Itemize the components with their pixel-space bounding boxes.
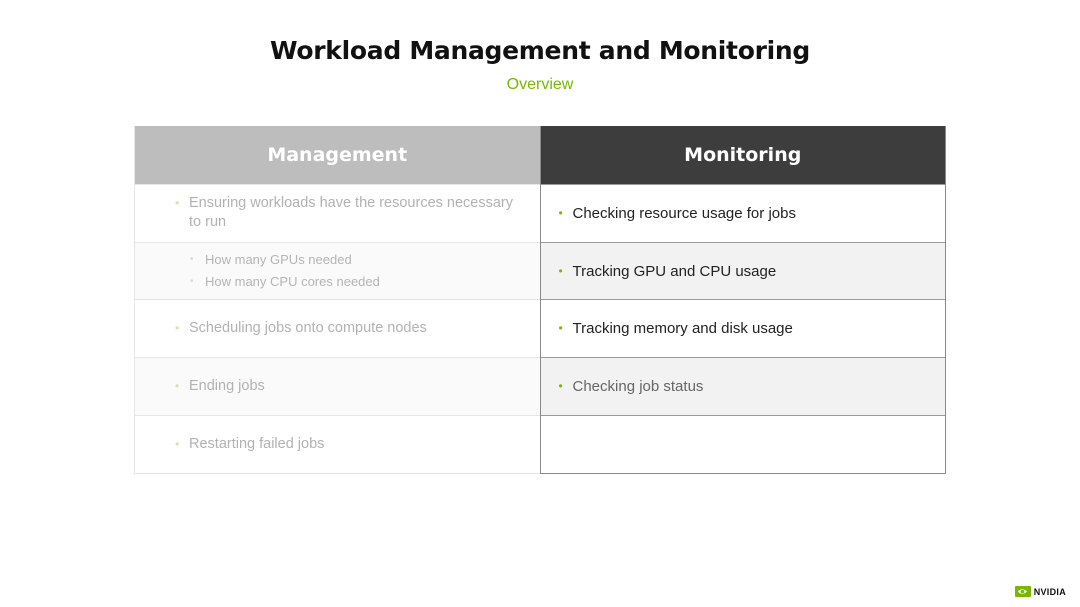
- management-row-text: Ensuring workloads have the resources necessary to run: [189, 195, 513, 231]
- monitoring-row-text: Tracking memory and disk usage: [572, 320, 793, 338]
- nvidia-logo-text: NVIDIA: [1033, 586, 1066, 597]
- bullet-item: [175, 319, 520, 338]
- management-subitem-text: How many GPUs needed: [205, 252, 352, 268]
- slide-title: Workload Management and Monitoring: [270, 36, 810, 65]
- sub-bullet-icon: •: [190, 254, 194, 266]
- monitoring-column: [540, 126, 947, 474]
- management-row: [135, 299, 540, 357]
- bullet-icon: •: [175, 196, 180, 211]
- management-subitem-text: How many CPU cores needed: [205, 274, 380, 290]
- bullet-icon: •: [175, 379, 180, 394]
- monitoring-row: [541, 357, 946, 415]
- sub-bullet-icon: •: [190, 276, 194, 288]
- bullet-icon: •: [558, 321, 563, 336]
- bullet-icon: •: [558, 263, 563, 278]
- bullet-icon: •: [558, 379, 563, 394]
- nvidia-eye-icon: [1015, 586, 1031, 597]
- bullet-item: [558, 262, 926, 281]
- sub-bullet-item: [189, 271, 520, 293]
- bullet-icon: •: [175, 437, 180, 452]
- bullet-icon: •: [558, 205, 563, 220]
- comparison-table: [134, 126, 946, 474]
- management-row: [135, 184, 540, 242]
- management-row-text: Ending jobs: [189, 378, 265, 395]
- management-row-text: Scheduling jobs onto compute nodes: [189, 320, 427, 337]
- monitoring-row: [541, 184, 946, 242]
- management-row: [135, 242, 540, 300]
- monitoring-row-text: Tracking GPU and CPU usage: [572, 262, 777, 280]
- bullet-item: [175, 435, 520, 454]
- bullet-item: [558, 319, 926, 338]
- bullet-item: [558, 377, 926, 396]
- bullet-icon: •: [175, 321, 180, 336]
- bullet-item: [558, 204, 926, 223]
- bullet-item: [175, 194, 520, 232]
- monitoring-row: [541, 299, 946, 357]
- nvidia-logo: [1015, 586, 1066, 597]
- monitoring-header: Monitoring: [541, 126, 946, 184]
- bullet-item: [175, 377, 520, 396]
- sub-bullet-item: [189, 249, 520, 271]
- monitoring-row-empty: [541, 415, 946, 473]
- slide-subtitle: Overview: [506, 76, 574, 93]
- management-row: [135, 357, 540, 415]
- monitoring-row-text: Checking resource usage for jobs: [572, 204, 796, 222]
- management-column: [134, 126, 540, 474]
- monitoring-row: [541, 242, 946, 300]
- management-header: Management: [135, 126, 540, 184]
- monitoring-row-text: Checking job status: [572, 378, 704, 396]
- management-row: [135, 415, 540, 473]
- management-row-text: Restarting failed jobs: [189, 436, 325, 453]
